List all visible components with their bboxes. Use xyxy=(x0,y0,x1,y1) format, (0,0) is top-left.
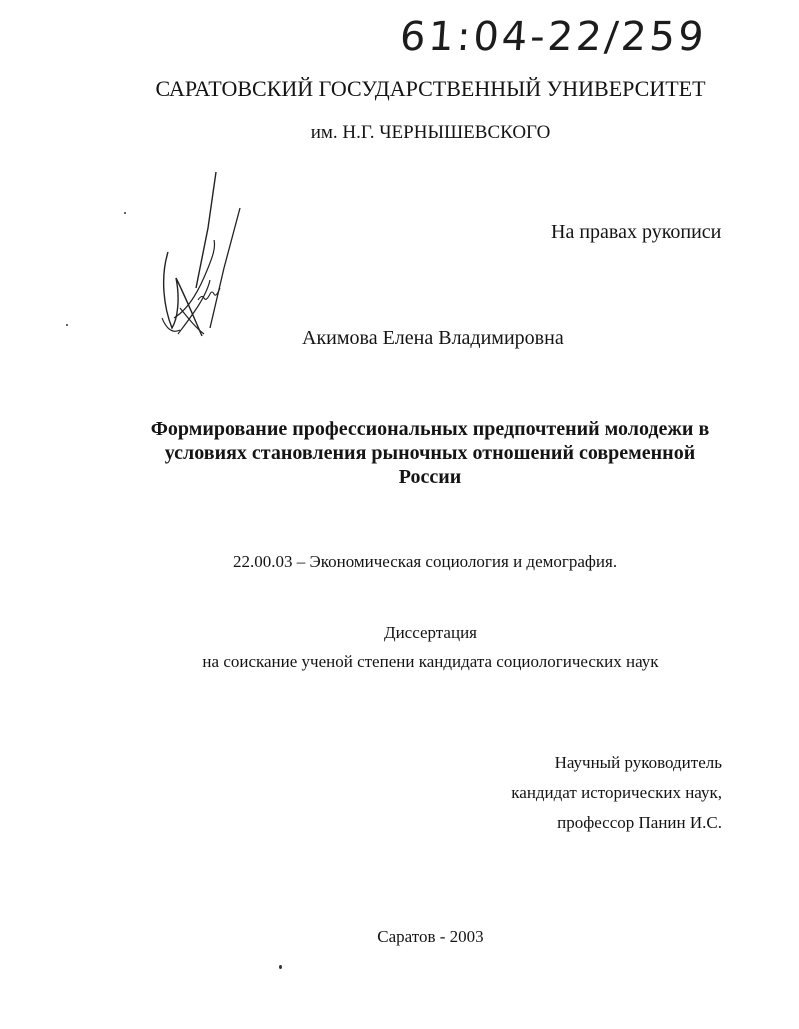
document-type: Диссертация xyxy=(383,623,477,642)
title-line: Формирование профессиональных предпочтений молодежи в xyxy=(150,418,710,440)
supervisor-block xyxy=(511,748,722,838)
scan-speck xyxy=(66,324,68,326)
university-name: САРАТОВСКИЙ ГОСУДАРСТВЕННЫЙ УНИВЕРСИТЕТ xyxy=(155,76,706,101)
city-year: Саратов - 2003 xyxy=(377,927,484,946)
supervisor-name: профессор Панин И.С. xyxy=(557,813,722,832)
rights-note: На правах рукописи xyxy=(551,221,722,243)
specialty-code: 22.00.03 – Экономическая социология и демография. xyxy=(233,552,618,571)
university-named-after: им. Н.Г. ЧЕРНЫШЕВСКОГО xyxy=(310,122,551,143)
dissertation-title xyxy=(130,417,730,489)
title-line: России xyxy=(398,466,462,488)
signature xyxy=(150,168,260,348)
degree-sought: на соискание ученой степени кандидата социологических наук xyxy=(202,652,659,671)
scan-speck xyxy=(279,965,282,969)
supervisor-degree: кандидат исторических наук, xyxy=(511,783,722,802)
author-name: Акимова Елена Владимировна xyxy=(302,327,564,349)
scan-speck xyxy=(124,212,126,214)
archive-code: 61:04-22/259 xyxy=(398,14,709,60)
supervisor-role: Научный руководитель xyxy=(554,753,722,772)
title-line: условиях становления рыночных отношений современной xyxy=(164,442,696,464)
